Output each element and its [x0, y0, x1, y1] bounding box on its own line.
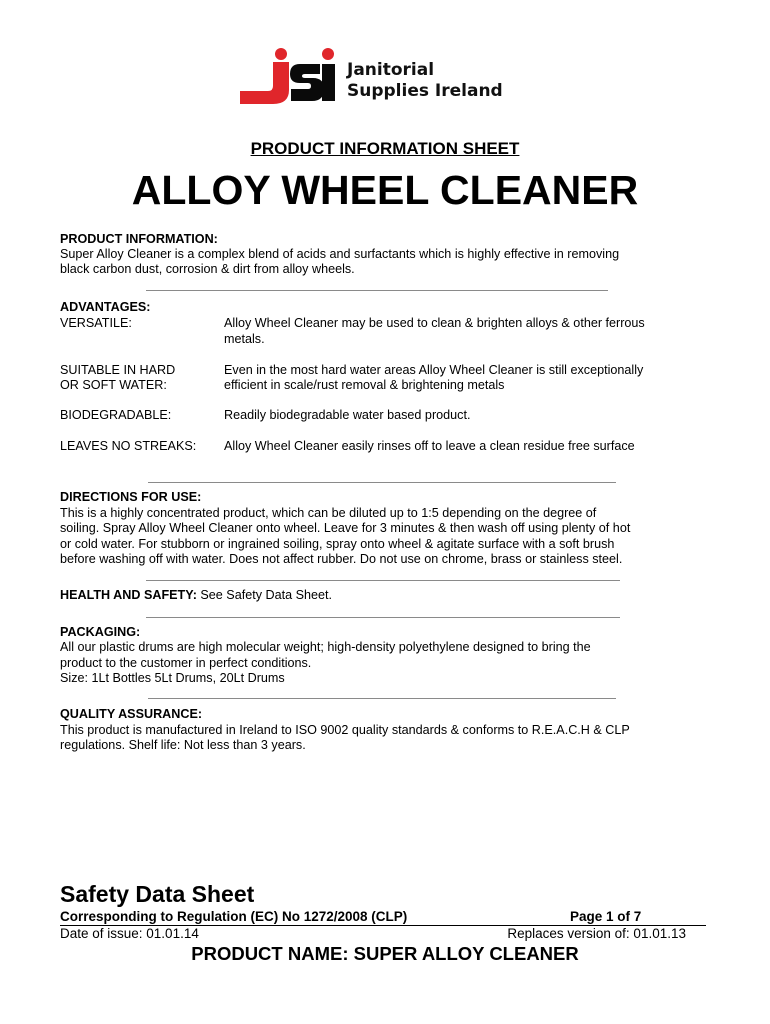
divider [146, 617, 620, 618]
advantage-label-water-line-2: OR SOFT WATER: [60, 378, 167, 392]
health-safety-text: See Safety Data Sheet. [196, 588, 333, 602]
directions-line-2: soiling. Spray Alloy Wheel Cleaner onto wheel. Leave for 3 minutes & then wash off using plenty of hot [60, 521, 631, 535]
advantage-desc-streaks: Alloy Wheel Cleaner easily rinses off to leave a clean residue free surface [224, 439, 635, 453]
directions-line-1: This is a highly concentrated product, which can be diluted up to 1:5 depending on the degree of [60, 506, 597, 520]
sds-title: Safety Data Sheet [60, 881, 255, 907]
packaging-line-2: product to the customer in perfect conditions. [60, 656, 312, 670]
quality-heading: QUALITY ASSURANCE: [60, 707, 203, 721]
advantage-label-water-line-1: SUITABLE IN HARD [60, 363, 176, 377]
brand-name-line1: Janitorial [347, 60, 435, 80]
sds-product-name: PRODUCT NAME: SUPER ALLOY CLEANER [191, 943, 579, 964]
divider [148, 482, 616, 483]
sds-date-of-issue: Date of issue: 01.01.14 [60, 926, 199, 941]
logo-letter-s [290, 64, 324, 101]
advantages-heading: ADVANTAGES: [60, 300, 151, 314]
divider [146, 290, 608, 291]
advantage-desc-versatile-line-1: Alloy Wheel Cleaner may be used to clean & brighten alloys & other ferrous [224, 316, 645, 330]
product-info-line-2: black carbon dust, corrosion & dirt from alloy wheels. [60, 262, 355, 276]
quality-line-2: regulations. Shelf life: Not less than 3 years. [60, 738, 306, 752]
advantage-desc-biodegradable: Readily biodegradable water based product. [224, 408, 471, 422]
health-safety-row [60, 588, 332, 604]
advantage-desc-water-line-1: Even in the most hard water areas Alloy Wheel Cleaner is still exceptionally [224, 363, 644, 377]
packaging-heading: PACKAGING: [60, 625, 141, 639]
packaging-line-1: All our plastic drums are high molecular weight; high-density polyethylene designed to bring the [60, 640, 591, 654]
advantage-label-streaks: LEAVES NO STREAKS: [60, 439, 197, 453]
sds-page-number: Page 1 of 7 [570, 909, 642, 924]
packaging-line-3: Size: 1Lt Bottles 5Lt Drums, 20Lt Drums [60, 671, 285, 685]
logo-dot-i [322, 48, 334, 60]
directions-line-3: or cold water. For stubborn or ingrained soiling, spray onto wheel & agitate surface with a soft brush [60, 537, 615, 551]
brand-name-line2: Supplies Ireland [347, 81, 503, 101]
sheet-title: PRODUCT INFORMATION SHEET [250, 139, 520, 158]
divider [146, 580, 620, 581]
directions-line-4: before washing off with water. Does not affect rubber. Do not use on chrome, brass or stainless steel. [60, 552, 623, 566]
brand-name [347, 60, 503, 102]
directions-heading: DIRECTIONS FOR USE: [60, 490, 202, 504]
sds-meta-row [60, 926, 686, 942]
advantage-label-biodegradable: BIODEGRADABLE: [60, 408, 172, 422]
logo-dot-j [275, 48, 287, 60]
quality-line-1: This product is manufactured in Ireland to ISO 9002 quality standards & conforms to R.E.A.C.H & CLP [60, 723, 630, 737]
sds-replaces-version: Replaces version of: 01.01.13 [507, 926, 686, 941]
product-info-heading: PRODUCT INFORMATION: [60, 232, 218, 246]
product-info-line-1: Super Alloy Cleaner is a complex blend of acids and surfactants which is highly effective in removing [60, 247, 620, 261]
product-title: ALLOY WHEEL CLEANER [131, 167, 639, 213]
advantage-desc-versatile-line-2: metals. [224, 332, 265, 346]
advantage-desc-water-line-2: efficient in scale/rust removal & brightening metals [224, 378, 505, 392]
logo-letter-i [322, 64, 335, 101]
advantage-label-versatile: VERSATILE: [60, 316, 132, 330]
health-safety-heading: HEALTH AND SAFETY: [60, 588, 197, 602]
sds-regulation: Corresponding to Regulation (EC) No 1272/2008 (CLP) [60, 909, 408, 924]
divider [148, 698, 616, 699]
logo-letter-j [240, 62, 289, 104]
sds-regulation-row [60, 909, 706, 926]
